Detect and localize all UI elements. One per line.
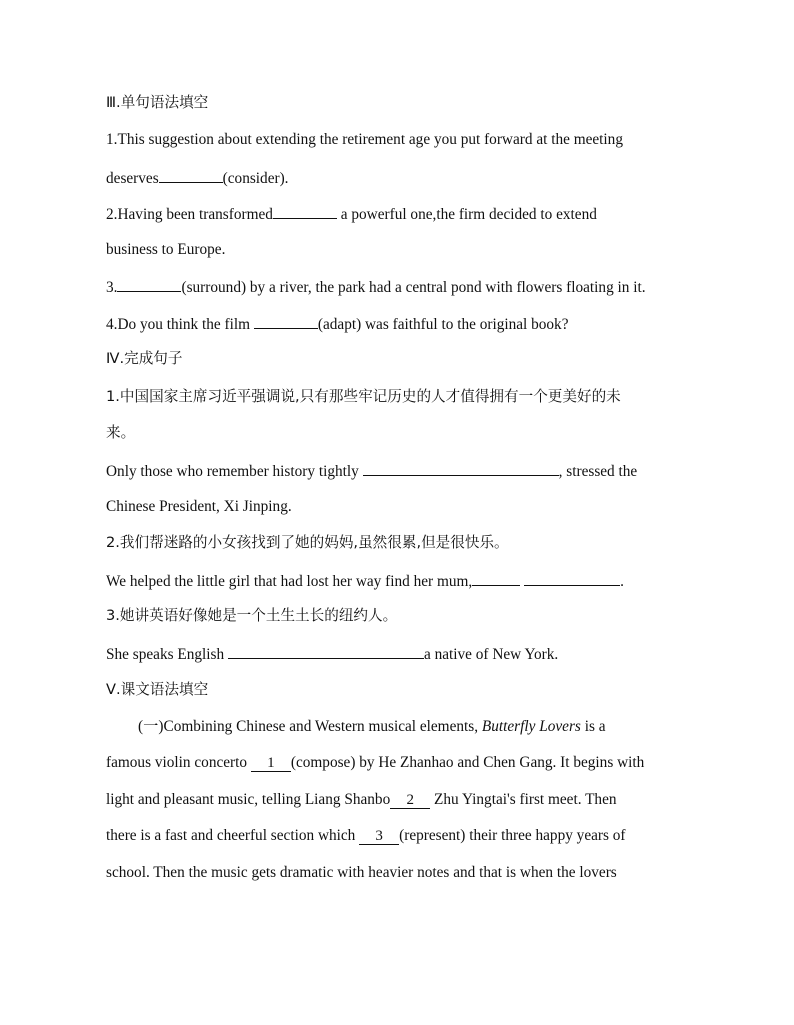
sentence-2-chinese: 2.我们帮迷路的小女孩找到了她的妈妈,虽然很累,但是很快乐。	[106, 534, 509, 551]
passage-line-2-text-after: (compose) by He Zhanhao and Chen Gang. It begins with	[290, 754, 645, 771]
question-3-line	[106, 276, 646, 298]
sentence-2-text-before: We helped the little girl that had lost her way find her mum,	[106, 573, 473, 590]
passage-blank-2[interactable]: 2	[390, 793, 430, 809]
sentence-3-blank[interactable]	[228, 643, 424, 659]
question-1-text-after: (consider).	[222, 170, 289, 187]
question-2-line-2: business to Europe.	[106, 241, 226, 258]
passage-line-3	[106, 790, 617, 810]
passage-line-4-text-before: there is a fast and cheerful section which	[106, 827, 360, 844]
sentence-3-text-before: She speaks English	[106, 646, 228, 663]
sentence-2-english	[106, 570, 624, 592]
sentence-1-english-line-1	[106, 460, 637, 482]
question-2-blank[interactable]	[273, 203, 337, 219]
question-4-blank[interactable]	[254, 313, 318, 329]
sentence-2-text-after: .	[620, 573, 624, 590]
section-4-heading: Ⅳ.完成句子	[106, 350, 183, 367]
question-3-blank[interactable]	[117, 276, 181, 292]
question-1-line-1: 1.This suggestion about extending the retirement age you put forward at the meeting	[106, 131, 623, 148]
question-1-line-2	[106, 167, 289, 189]
passage-blank-1[interactable]: 1	[251, 756, 291, 772]
passage-line-1-text-after: is a	[580, 718, 606, 735]
question-4-line	[106, 313, 569, 335]
passage-line-4-text-after: (represent) their three happy years of	[399, 827, 626, 844]
passage-line-1	[138, 717, 606, 737]
sentence-1-chinese-line-2: 来。	[106, 424, 136, 441]
sentence-1-chinese-line-1: 1.中国国家主席习近平强调说,只有那些牢记历史的人才值得拥有一个更美好的未	[106, 388, 621, 405]
question-1-text-before: deserves	[106, 170, 159, 187]
passage-line-4	[106, 826, 626, 846]
sentence-3-english	[106, 643, 558, 665]
section-5-heading: Ⅴ.课文语法填空	[106, 681, 209, 698]
passage-blank-3[interactable]: 3	[359, 829, 399, 845]
sentence-1-text-before: Only those who remember history tightly	[106, 463, 363, 480]
passage-work-title: Butterfly Lovers	[481, 718, 581, 735]
question-4-text-before: 4.Do you think the film	[106, 316, 254, 333]
question-3-text-before: 3.	[106, 279, 118, 296]
section-3-heading: Ⅲ.单句语法填空	[106, 94, 209, 111]
question-1-blank[interactable]	[159, 167, 223, 183]
passage-line-5: school. Then the music gets dramatic with heavier notes and that is when the lovers	[106, 864, 617, 881]
sentence-1-blank[interactable]	[363, 460, 559, 476]
question-2-text-after: a powerful one,the firm decided to extend	[336, 206, 597, 223]
question-2-line-1	[106, 203, 597, 225]
passage-line-3-text-before: light and pleasant music, telling Liang Shanbo	[106, 791, 391, 808]
sentence-1-text-after: , stressed the	[558, 463, 638, 480]
passage-line-1-text-before: (一)Combining Chinese and Western musical elements,	[138, 718, 482, 735]
sentence-3-text-after: a native of New York.	[423, 646, 559, 663]
passage-line-3-text-after: Zhu Yingtai's first meet. Then	[430, 791, 617, 808]
question-2-text-before: 2.Having been transformed	[106, 206, 273, 223]
question-3-text-after: (surround) by a river, the park had a central pond with flowers floating in it.	[181, 279, 646, 296]
question-4-text-after: (adapt) was faithful to the original book?	[317, 316, 569, 333]
passage-line-2	[106, 753, 644, 773]
sentence-2-blank-b[interactable]	[524, 570, 620, 586]
passage-line-2-text-before: famous violin concerto	[106, 754, 251, 771]
sentence-2-blank-a[interactable]	[472, 570, 520, 586]
sentence-1-english-line-2: Chinese President, Xi Jinping.	[106, 498, 292, 515]
sentence-3-chinese: 3.她讲英语好像她是一个土生土长的纽约人。	[106, 607, 398, 624]
